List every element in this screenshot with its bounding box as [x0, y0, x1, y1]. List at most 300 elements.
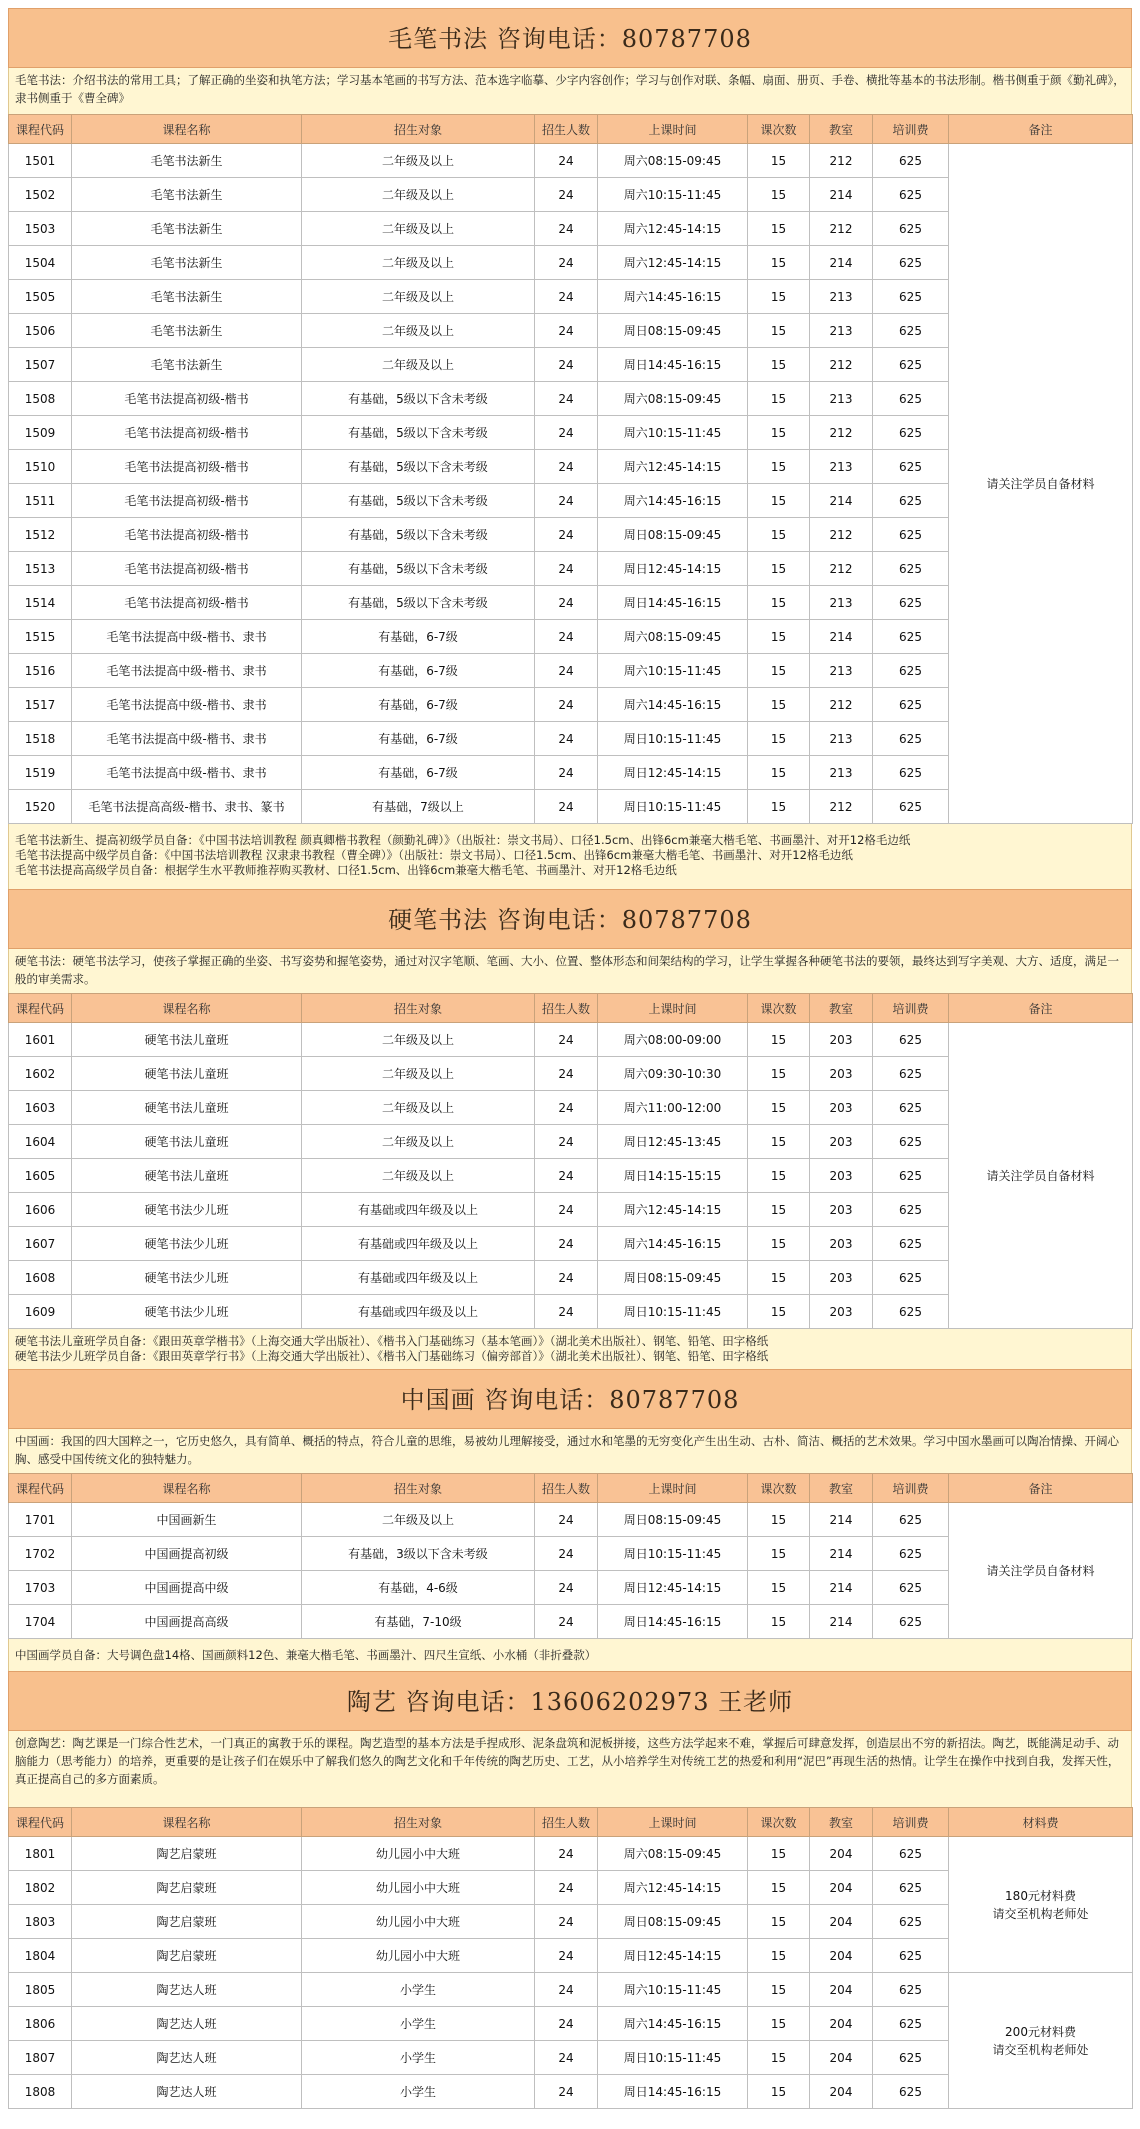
remark-cell: 200元材料费 请交至机构老师处: [949, 1973, 1133, 2109]
tuition-fee-cell: 625: [873, 1125, 949, 1159]
enrollment-count-cell: 24: [535, 1295, 598, 1329]
class-time-cell: 周日12:45-14:15: [598, 756, 748, 790]
target-students-cell: 幼儿园小中大班: [302, 1837, 535, 1871]
course-name-cell: 毛笔书法提高中级-楷书、隶书: [72, 620, 302, 654]
classroom-cell: 204: [810, 2041, 873, 2075]
materials-note: 毛笔书法提高高级学员自备：根据学生水平教师推荐购买教材、口径1.5cm、出锋6cm兼毫大楷毛笔、书画墨汁、对开12格毛边纸: [15, 863, 677, 877]
course-code-cell: 1520: [9, 790, 72, 824]
target-students-cell: 有基础，6-7级: [302, 620, 535, 654]
column-header: 课程名称: [72, 1808, 302, 1837]
course-code-cell: 1601: [9, 1023, 72, 1057]
classroom-cell: 203: [810, 1227, 873, 1261]
classroom-cell: 214: [810, 178, 873, 212]
course-name-cell: 硬笔书法少儿班: [72, 1227, 302, 1261]
session-count-cell: 15: [748, 246, 810, 280]
enrollment-count-cell: 24: [535, 756, 598, 790]
tuition-fee-cell: 625: [873, 1159, 949, 1193]
column-header: 招生对象: [302, 994, 535, 1023]
tuition-fee-cell: 625: [873, 1057, 949, 1091]
column-header: 课程名称: [72, 994, 302, 1023]
enrollment-count-cell: 24: [535, 280, 598, 314]
class-time-cell: 周日12:45-14:15: [598, 1939, 748, 1973]
enrollment-count-cell: 24: [535, 1057, 598, 1091]
tuition-fee-cell: 625: [873, 1091, 949, 1125]
course-code-cell: 1703: [9, 1571, 72, 1605]
course-name-cell: 硬笔书法少儿班: [72, 1295, 302, 1329]
session-count-cell: 15: [748, 2007, 810, 2041]
session-count-cell: 15: [748, 144, 810, 178]
section-description: 毛笔书法：介绍书法的常用工具；了解正确的坐姿和执笔方法；学习基本笔画的书写方法、范本选字临摹、少字内容创作；学习与创作对联、条幅、扇面、册页、手卷、横批等基本的书法形制。楷书侧重于颜《勤礼碑》，隶书侧重于《曹全碑》: [8, 68, 1132, 114]
session-count-cell: 15: [748, 348, 810, 382]
section-title: 硬笔书法 咨询电话：80787708: [8, 889, 1132, 949]
target-students-cell: 有基础，6-7级: [302, 688, 535, 722]
table-header-row: [9, 1474, 1133, 1503]
target-students-cell: 有基础，5级以下含未考级: [302, 416, 535, 450]
class-time-cell: 周六10:15-11:45: [598, 178, 748, 212]
target-students-cell: 二年级及以上: [302, 1091, 535, 1125]
column-header: 培训费: [873, 115, 949, 144]
session-count-cell: 15: [748, 1261, 810, 1295]
session-count-cell: 15: [748, 1537, 810, 1571]
target-students-cell: 小学生: [302, 2075, 535, 2109]
materials-note: 中国画学员自备：大号调色盘14格、国画颜料12色、兼毫大楷毛笔、书画墨汁、四尺生宣纸、小水桶（非折叠款）: [15, 1648, 597, 1662]
tuition-fee-cell: 625: [873, 1537, 949, 1571]
column-header: 课次数: [748, 115, 810, 144]
class-time-cell: 周日08:15-09:45: [598, 1503, 748, 1537]
classroom-cell: 213: [810, 314, 873, 348]
course-code-cell: 1805: [9, 1973, 72, 2007]
column-header: 培训费: [873, 1474, 949, 1503]
enrollment-count-cell: 24: [535, 1091, 598, 1125]
class-time-cell: 周日12:45-14:15: [598, 552, 748, 586]
course-code-cell: 1518: [9, 722, 72, 756]
materials-note: 硬笔书法儿童班学员自备：《跟田英章学楷书》（上海交通大学出版社）、《楷书入门基础练习（基本笔画）》（湖北美术出版社）、钢笔、铅笔、田字格纸: [15, 1334, 769, 1348]
enrollment-count-cell: 24: [535, 790, 598, 824]
class-time-cell: 周六08:15-09:45: [598, 144, 748, 178]
classroom-cell: 213: [810, 280, 873, 314]
classroom-cell: 212: [810, 144, 873, 178]
target-students-cell: 有基础，6-7级: [302, 654, 535, 688]
enrollment-count-cell: 24: [535, 1159, 598, 1193]
tuition-fee-cell: 625: [873, 1973, 949, 2007]
session-count-cell: 15: [748, 756, 810, 790]
target-students-cell: 有基础，6-7级: [302, 722, 535, 756]
target-students-cell: 二年级及以上: [302, 178, 535, 212]
table-header-row: [9, 115, 1133, 144]
target-students-cell: 幼儿园小中大班: [302, 1939, 535, 1973]
course-name-cell: 毛笔书法提高中级-楷书、隶书: [72, 722, 302, 756]
target-students-cell: 二年级及以上: [302, 212, 535, 246]
column-header: 课次数: [748, 994, 810, 1023]
classroom-cell: 212: [810, 416, 873, 450]
target-students-cell: 有基础或四年级及以上: [302, 1295, 535, 1329]
column-header: 教室: [810, 994, 873, 1023]
section-title: 中国画 咨询电话：80787708: [8, 1369, 1132, 1429]
course-name-cell: 硬笔书法少儿班: [72, 1261, 302, 1295]
session-count-cell: 15: [748, 722, 810, 756]
class-time-cell: 周六14:45-16:15: [598, 688, 748, 722]
target-students-cell: 有基础，7级以上: [302, 790, 535, 824]
target-students-cell: 二年级及以上: [302, 348, 535, 382]
class-time-cell: 周六08:15-09:45: [598, 382, 748, 416]
remark-cell: 180元材料费 请交至机构老师处: [949, 1837, 1133, 1973]
enrollment-count-cell: 24: [535, 1193, 598, 1227]
course-name-cell: 毛笔书法提高初级-楷书: [72, 552, 302, 586]
course-code-cell: 1602: [9, 1057, 72, 1091]
section-pottery: [8, 1671, 1132, 2109]
table-row: [9, 1973, 1133, 2007]
course-name-cell: 硬笔书法儿童班: [72, 1091, 302, 1125]
session-count-cell: 15: [748, 212, 810, 246]
section-description: 中国画：我国的四大国粹之一，它历史悠久，具有简单、概括的特点，符合儿童的思维，易被幼儿理解接受，通过水和笔墨的无穷变化产生出生动、古朴、简洁、概括的艺术效果。学习中国水墨画可以陶冶情操、开阔心胸、感受中国传统文化的独特魅力。: [8, 1429, 1132, 1473]
target-students-cell: 有基础，5级以下含未考级: [302, 382, 535, 416]
enrollment-count-cell: 24: [535, 178, 598, 212]
enrollment-count-cell: 24: [535, 1261, 598, 1295]
remark-cell: 请关注学员自备材料: [949, 144, 1133, 824]
target-students-cell: 二年级及以上: [302, 280, 535, 314]
class-time-cell: 周日14:45-16:15: [598, 2075, 748, 2109]
classroom-cell: 204: [810, 1837, 873, 1871]
course-name-cell: 硬笔书法儿童班: [72, 1125, 302, 1159]
tuition-fee-cell: 625: [873, 450, 949, 484]
column-header: 招生人数: [535, 1474, 598, 1503]
course-name-cell: 陶艺启蒙班: [72, 1837, 302, 1871]
target-students-cell: 有基础或四年级及以上: [302, 1227, 535, 1261]
class-time-cell: 周六12:45-14:15: [598, 1193, 748, 1227]
course-name-cell: 毛笔书法新生: [72, 144, 302, 178]
section-calligraphy: [8, 8, 1132, 889]
column-header: 上课时间: [598, 1474, 748, 1503]
classroom-cell: 213: [810, 722, 873, 756]
tuition-fee-cell: 625: [873, 790, 949, 824]
tuition-fee-cell: 625: [873, 1295, 949, 1329]
course-name-cell: 陶艺启蒙班: [72, 1939, 302, 1973]
course-name-cell: 毛笔书法新生: [72, 246, 302, 280]
column-header: 招生对象: [302, 1474, 535, 1503]
enrollment-count-cell: 24: [535, 348, 598, 382]
tuition-fee-cell: 625: [873, 1193, 949, 1227]
target-students-cell: 有基础，6-7级: [302, 756, 535, 790]
target-students-cell: 有基础，5级以下含未考级: [302, 518, 535, 552]
course-name-cell: 毛笔书法提高高级-楷书、隶书、篆书: [72, 790, 302, 824]
enrollment-count-cell: 24: [535, 620, 598, 654]
target-students-cell: 有基础，5级以下含未考级: [302, 484, 535, 518]
course-name-cell: 陶艺达人班: [72, 2007, 302, 2041]
enrollment-count-cell: 24: [535, 722, 598, 756]
course-name-cell: 硬笔书法少儿班: [72, 1193, 302, 1227]
tuition-fee-cell: 625: [873, 144, 949, 178]
column-header: 课程代码: [9, 994, 72, 1023]
tuition-fee-cell: 625: [873, 2007, 949, 2041]
course-name-cell: 陶艺达人班: [72, 1973, 302, 2007]
course-table: [8, 1473, 1133, 1639]
column-header: 招生对象: [302, 115, 535, 144]
session-count-cell: 15: [748, 1023, 810, 1057]
materials-notes: [8, 824, 1132, 889]
tuition-fee-cell: 625: [873, 1571, 949, 1605]
materials-note: 毛笔书法提高中级学员自备：《中国书法培训教程 汉隶隶书教程（曹全碑）》（出版社：崇文书局）、口径1.5cm、出锋6cm兼毫大楷毛笔、书画墨汁、对开12格毛边纸: [15, 848, 853, 862]
classroom-cell: 214: [810, 1503, 873, 1537]
materials-notes: [8, 1639, 1132, 1671]
target-students-cell: 有基础，7-10级: [302, 1605, 535, 1639]
tuition-fee-cell: 625: [873, 518, 949, 552]
enrollment-count-cell: 24: [535, 450, 598, 484]
enrollment-count-cell: 24: [535, 1571, 598, 1605]
session-count-cell: 15: [748, 2075, 810, 2109]
course-code-cell: 1509: [9, 416, 72, 450]
target-students-cell: 二年级及以上: [302, 1159, 535, 1193]
materials-note: 硬笔书法少儿班学员自备：《跟田英章学行书》（上海交通大学出版社）、《楷书入门基础练习（偏旁部首）》（湖北美术出版社）、钢笔、铅笔、田字格纸: [15, 1349, 769, 1363]
course-code-cell: 1513: [9, 552, 72, 586]
course-name-cell: 硬笔书法儿童班: [72, 1159, 302, 1193]
course-name-cell: 硬笔书法儿童班: [72, 1023, 302, 1057]
tuition-fee-cell: 625: [873, 722, 949, 756]
target-students-cell: 有基础，5级以下含未考级: [302, 552, 535, 586]
classroom-cell: 203: [810, 1295, 873, 1329]
classroom-cell: 213: [810, 450, 873, 484]
course-code-cell: 1604: [9, 1125, 72, 1159]
column-header: 课程名称: [72, 115, 302, 144]
session-count-cell: 15: [748, 1159, 810, 1193]
course-code-cell: 1512: [9, 518, 72, 552]
column-header: 培训费: [873, 994, 949, 1023]
session-count-cell: 15: [748, 790, 810, 824]
column-header: 课次数: [748, 1808, 810, 1837]
tuition-fee-cell: 625: [873, 178, 949, 212]
enrollment-count-cell: 24: [535, 1837, 598, 1871]
class-time-cell: 周六10:15-11:45: [598, 416, 748, 450]
classroom-cell: 203: [810, 1023, 873, 1057]
session-count-cell: 15: [748, 178, 810, 212]
session-count-cell: 15: [748, 484, 810, 518]
session-count-cell: 15: [748, 1227, 810, 1261]
target-students-cell: 有基础，5级以下含未考级: [302, 586, 535, 620]
classroom-cell: 204: [810, 2075, 873, 2109]
course-code-cell: 1502: [9, 178, 72, 212]
tuition-fee-cell: 625: [873, 756, 949, 790]
session-count-cell: 15: [748, 1905, 810, 1939]
classroom-cell: 204: [810, 1939, 873, 1973]
enrollment-count-cell: 24: [535, 1939, 598, 1973]
enrollment-count-cell: 24: [535, 1537, 598, 1571]
classroom-cell: 214: [810, 1537, 873, 1571]
course-code-cell: 1507: [9, 348, 72, 382]
tuition-fee-cell: 625: [873, 552, 949, 586]
classroom-cell: 203: [810, 1125, 873, 1159]
classroom-cell: 214: [810, 1605, 873, 1639]
section-painting: [8, 1369, 1132, 1671]
column-header: 材料费: [949, 1808, 1133, 1837]
session-count-cell: 15: [748, 620, 810, 654]
enrollment-count-cell: 24: [535, 1227, 598, 1261]
session-count-cell: 15: [748, 1571, 810, 1605]
tuition-fee-cell: 625: [873, 484, 949, 518]
enrollment-count-cell: 24: [535, 654, 598, 688]
course-table: [8, 993, 1133, 1329]
class-time-cell: 周日14:45-16:15: [598, 586, 748, 620]
target-students-cell: 有基础或四年级及以上: [302, 1193, 535, 1227]
class-time-cell: 周日10:15-11:45: [598, 722, 748, 756]
class-time-cell: 周六12:45-14:15: [598, 1871, 748, 1905]
classroom-cell: 203: [810, 1159, 873, 1193]
course-name-cell: 毛笔书法新生: [72, 178, 302, 212]
enrollment-count-cell: 24: [535, 688, 598, 722]
course-name-cell: 中国画提高高级: [72, 1605, 302, 1639]
class-time-cell: 周日14:45-16:15: [598, 1605, 748, 1639]
session-count-cell: 15: [748, 1605, 810, 1639]
tuition-fee-cell: 625: [873, 1261, 949, 1295]
course-table: [8, 1807, 1133, 2109]
column-header: 课程名称: [72, 1474, 302, 1503]
session-count-cell: 15: [748, 1837, 810, 1871]
column-header: 招生人数: [535, 994, 598, 1023]
classroom-cell: 204: [810, 2007, 873, 2041]
table-row: [9, 1503, 1133, 1537]
class-time-cell: 周六10:15-11:45: [598, 1973, 748, 2007]
target-students-cell: 二年级及以上: [302, 1023, 535, 1057]
course-code-cell: 1606: [9, 1193, 72, 1227]
tuition-fee-cell: 625: [873, 1605, 949, 1639]
course-code-cell: 1501: [9, 144, 72, 178]
course-code-cell: 1802: [9, 1871, 72, 1905]
tuition-fee-cell: 625: [873, 2041, 949, 2075]
course-name-cell: 毛笔书法提高中级-楷书、隶书: [72, 654, 302, 688]
session-count-cell: 15: [748, 1091, 810, 1125]
target-students-cell: 幼儿园小中大班: [302, 1905, 535, 1939]
table-row: [9, 144, 1133, 178]
classroom-cell: 204: [810, 1905, 873, 1939]
session-count-cell: 15: [748, 1125, 810, 1159]
column-header: 课程代码: [9, 1808, 72, 1837]
class-time-cell: 周六11:00-12:00: [598, 1091, 748, 1125]
course-code-cell: 1807: [9, 2041, 72, 2075]
enrollment-count-cell: 24: [535, 314, 598, 348]
course-table: [8, 114, 1133, 824]
target-students-cell: 二年级及以上: [302, 246, 535, 280]
class-time-cell: 周六12:45-14:15: [598, 450, 748, 484]
table-header-row: [9, 1808, 1133, 1837]
classroom-cell: 212: [810, 790, 873, 824]
session-count-cell: 15: [748, 1295, 810, 1329]
target-students-cell: 小学生: [302, 2041, 535, 2075]
class-time-cell: 周日14:45-16:15: [598, 348, 748, 382]
column-header: 招生对象: [302, 1808, 535, 1837]
course-name-cell: 毛笔书法新生: [72, 314, 302, 348]
session-count-cell: 15: [748, 1973, 810, 2007]
tuition-fee-cell: 625: [873, 688, 949, 722]
class-time-cell: 周六14:45-16:15: [598, 2007, 748, 2041]
classroom-cell: 213: [810, 654, 873, 688]
remark-cell: 请关注学员自备材料: [949, 1023, 1133, 1329]
tuition-fee-cell: 625: [873, 1023, 949, 1057]
classroom-cell: 212: [810, 518, 873, 552]
course-code-cell: 1519: [9, 756, 72, 790]
classroom-cell: 214: [810, 246, 873, 280]
course-code-cell: 1607: [9, 1227, 72, 1261]
session-count-cell: 15: [748, 2041, 810, 2075]
course-code-cell: 1701: [9, 1503, 72, 1537]
session-count-cell: 15: [748, 450, 810, 484]
section-title: 陶艺 咨询电话：13606202973 王老师: [8, 1671, 1132, 1731]
target-students-cell: 有基础，5级以下含未考级: [302, 450, 535, 484]
enrollment-count-cell: 24: [535, 1503, 598, 1537]
course-code-cell: 1609: [9, 1295, 72, 1329]
course-name-cell: 毛笔书法提高中级-楷书、隶书: [72, 688, 302, 722]
session-count-cell: 15: [748, 1057, 810, 1091]
course-name-cell: 陶艺达人班: [72, 2041, 302, 2075]
classroom-cell: 214: [810, 1571, 873, 1605]
tuition-fee-cell: 625: [873, 1871, 949, 1905]
target-students-cell: 二年级及以上: [302, 1503, 535, 1537]
course-code-cell: 1504: [9, 246, 72, 280]
target-students-cell: 二年级及以上: [302, 1057, 535, 1091]
classroom-cell: 204: [810, 1871, 873, 1905]
class-time-cell: 周日10:15-11:45: [598, 790, 748, 824]
column-header: 课程代码: [9, 115, 72, 144]
target-students-cell: 二年级及以上: [302, 144, 535, 178]
session-count-cell: 15: [748, 1939, 810, 1973]
tuition-fee-cell: 625: [873, 314, 949, 348]
class-time-cell: 周六12:45-14:15: [598, 246, 748, 280]
course-name-cell: 毛笔书法提高初级-楷书: [72, 416, 302, 450]
tuition-fee-cell: 625: [873, 1227, 949, 1261]
course-code-cell: 1515: [9, 620, 72, 654]
class-time-cell: 周六14:45-16:15: [598, 484, 748, 518]
tuition-fee-cell: 625: [873, 246, 949, 280]
column-header: 课次数: [748, 1474, 810, 1503]
course-code-cell: 1804: [9, 1939, 72, 1973]
course-schedule: [8, 0, 1132, 2109]
remark-cell: 请关注学员自备材料: [949, 1503, 1133, 1639]
tuition-fee-cell: 625: [873, 1503, 949, 1537]
classroom-cell: 212: [810, 552, 873, 586]
classroom-cell: 212: [810, 688, 873, 722]
class-time-cell: 周日10:15-11:45: [598, 1295, 748, 1329]
course-name-cell: 毛笔书法提高初级-楷书: [72, 382, 302, 416]
tuition-fee-cell: 625: [873, 2075, 949, 2109]
class-time-cell: 周六08:00-09:00: [598, 1023, 748, 1057]
tuition-fee-cell: 625: [873, 1905, 949, 1939]
class-time-cell: 周六08:15-09:45: [598, 1837, 748, 1871]
course-name-cell: 中国画提高初级: [72, 1537, 302, 1571]
section-description: 硬笔书法：硬笔书法学习，使孩子掌握正确的坐姿、书写姿势和握笔姿势，通过对汉字笔顺、笔画、大小、位置、整体形态和间架结构的学习，让学生掌握各种硬笔书法的要领，最终达到写字美观、大方、适度，满足一般的审美需求。: [8, 949, 1132, 993]
course-code-cell: 1702: [9, 1537, 72, 1571]
session-count-cell: 15: [748, 1871, 810, 1905]
column-header: 备注: [949, 1474, 1133, 1503]
session-count-cell: 15: [748, 280, 810, 314]
column-header: 培训费: [873, 1808, 949, 1837]
column-header: 课程代码: [9, 1474, 72, 1503]
class-time-cell: 周六12:45-14:15: [598, 212, 748, 246]
tuition-fee-cell: 625: [873, 416, 949, 450]
tuition-fee-cell: 625: [873, 1837, 949, 1871]
session-count-cell: 15: [748, 382, 810, 416]
course-code-cell: 1808: [9, 2075, 72, 2109]
class-time-cell: 周六08:15-09:45: [598, 620, 748, 654]
tuition-fee-cell: 625: [873, 620, 949, 654]
column-header: 备注: [949, 115, 1133, 144]
class-time-cell: 周六14:45-16:15: [598, 280, 748, 314]
class-time-cell: 周日10:15-11:45: [598, 1537, 748, 1571]
target-students-cell: 有基础或四年级及以上: [302, 1261, 535, 1295]
tuition-fee-cell: 625: [873, 212, 949, 246]
enrollment-count-cell: 24: [535, 416, 598, 450]
class-time-cell: 周日12:45-13:45: [598, 1125, 748, 1159]
session-count-cell: 15: [748, 416, 810, 450]
course-code-cell: 1704: [9, 1605, 72, 1639]
target-students-cell: 有基础，3级以下含未考级: [302, 1537, 535, 1571]
enrollment-count-cell: 24: [535, 144, 598, 178]
